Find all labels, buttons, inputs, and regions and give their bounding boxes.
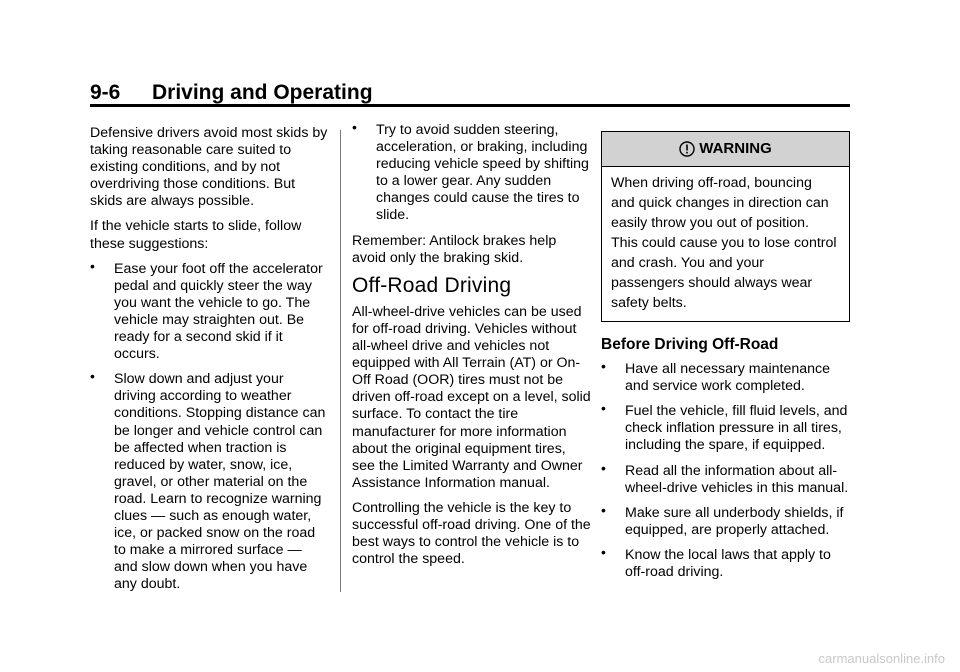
bullet-icon: •	[601, 400, 606, 417]
list-item: • Try to avoid sudden steering, acceleration, or braking, including reducing vehicle speed by shifting to a lower gear. Any sudden changes could cause the tires to slide.	[352, 119, 589, 224]
list-item: • Fuel the vehicle, fill fluid levels, and check inflation pressure in all tires, including the spare, if equipped.	[601, 400, 848, 454]
list-item: • Make sure all underbody shields, if equipped, are properly attached.	[601, 501, 844, 538]
list-item: • Ease your foot off the accelerator pedal and quickly steer the way you want the vehicle to go. The vehicle may straighten out. Be ready for a second skid if it occurs.	[90, 257, 323, 363]
column-divider-1	[340, 130, 341, 592]
column-1	[90, 125, 328, 601]
warning-box	[601, 131, 850, 322]
bullet-icon: •	[90, 368, 95, 385]
page-header	[90, 80, 850, 106]
column-3	[601, 131, 850, 589]
paragraph-slide: If the vehicle starts to slide, follow these suggestions:	[90, 218, 302, 252]
bullet-icon: •	[601, 358, 606, 375]
watermark: carmanualsonline.info	[818, 651, 945, 666]
section-title-off-road: Off-Road Driving	[352, 273, 512, 297]
bullet-icon: •	[601, 459, 606, 476]
list-item: • Read all the information about all-wheel-drive vehicles in this manual.	[601, 459, 849, 496]
list-item: • Slow down and adjust your driving according to weather conditions. Stopping distance can be longer and vehicle control can be affected when traction is reduced by water, snow, ice, gravel, or other material on the road. Learn to recognize warning clues — such as enough water, ice, or packed snow on the road to make a mirrored surface — and slow down when you have any doubt.	[90, 368, 326, 593]
subsection-title-before-off-road: Before Driving Off-Road	[601, 336, 779, 353]
bullet-icon: •	[90, 257, 95, 274]
column-2	[352, 119, 592, 576]
warning-label: WARNING	[699, 140, 772, 158]
page-number: 9-6	[90, 81, 121, 104]
paragraph-control: Controlling the vehicle is the key to successful off-road driving. One of the best ways to control the vehicle is to control the speed.	[352, 499, 591, 568]
paragraph-awd: All-wheel-drive vehicles can be used for off-road driving. Vehicles without all-wheel drive and vehicles not equipped with All Terrain (AT) or On-Off Road (OOR) tires must not be driven off-road except on a level, solid surface. To contact the tire manufacturer for more information about the original equipment tires, see the Limited Warranty and Owner Assistance Information manual.	[352, 303, 591, 491]
list-item: • Know the local laws that apply to off-road driving.	[601, 543, 831, 581]
bullet-icon: •	[601, 501, 606, 518]
skid-suggestions-list-cont	[352, 119, 592, 225]
paragraph-defensive: Defensive drivers avoid most skids by taking reasonable care suited to existing conditions, and by not overdriving those conditions. But skids are always possible.	[90, 125, 328, 210]
warning-text: When driving off-road, bouncing and quick changes in direction can easily throw you out of position. This could cause you to lose control and crash. You and your passengers should always wear safety belts.	[611, 175, 837, 311]
bullet-icon: •	[352, 119, 357, 135]
paragraph-remember: Remember: Antilock brakes help avoid only the braking skid.	[352, 232, 557, 266]
before-off-road-list	[601, 358, 850, 581]
list-item: • Have all necessary maintenance and service work completed.	[601, 358, 831, 395]
skid-suggestions-list	[90, 257, 328, 594]
header-rule	[90, 104, 850, 107]
warning-header	[602, 132, 849, 167]
chapter-title: Driving and Operating	[152, 81, 373, 104]
warning-triangle-icon	[679, 141, 695, 157]
bullet-icon: •	[601, 543, 606, 560]
